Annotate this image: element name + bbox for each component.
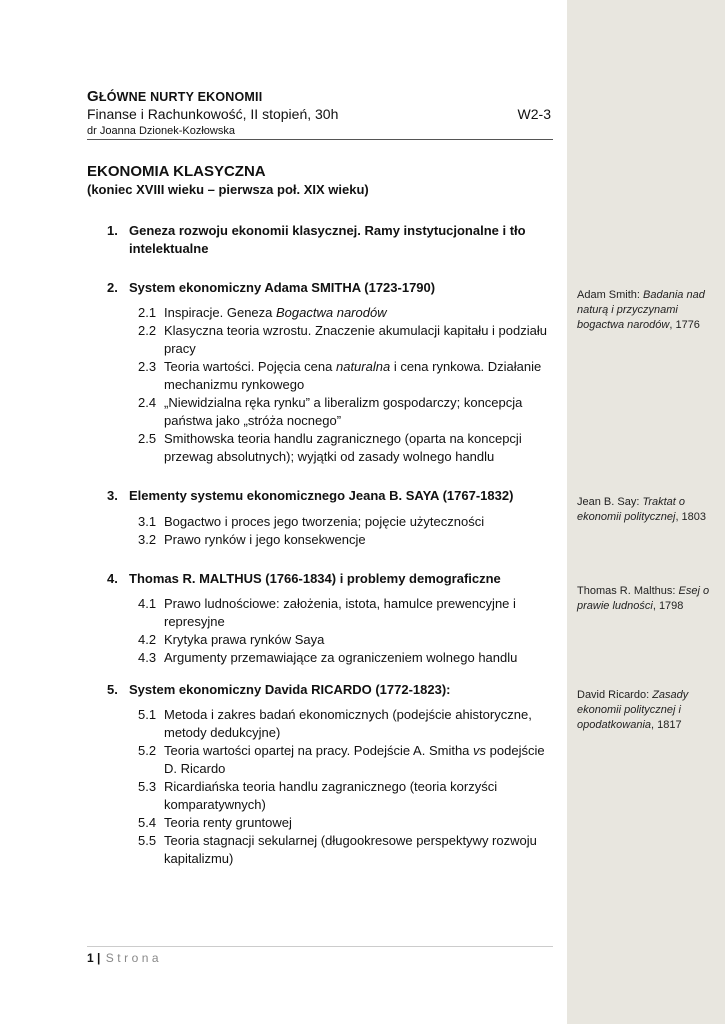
subtopic-text: „Niewidzialna ręka rynku” a liberalizm gospodarczy; koncepcja państwa jako „stróża nocnego” — [164, 395, 523, 428]
margin-note-smith — [577, 288, 717, 333]
subtopic-2-3 — [138, 358, 558, 394]
margin-note-ricardo — [577, 688, 717, 733]
subtopic-number: 2.1 — [138, 305, 157, 320]
subtopic-text-part: podejście D. Ricardo — [164, 743, 545, 776]
subtopic-text-part: Teoria wartości opartej na pracy. Podejście A. Smitha — [164, 743, 474, 758]
subtopic-text: Prawo rynków i jego konsekwencje — [164, 532, 366, 547]
subtopic-number: 5.4 — [138, 815, 157, 830]
subtopic-2-4 — [138, 394, 558, 430]
course-title-rest: ŁÓWNE NURTY EKONOMII — [98, 90, 263, 104]
page-label: Strona — [105, 951, 163, 965]
note-title: Zasady ekonomii politycznej i opodatkowania — [577, 689, 689, 731]
note-year: , 1803 — [675, 511, 707, 523]
note-title: Traktat o ekonomii politycznej — [577, 496, 686, 523]
topic-text: System ekonomiczny Adama SMITHA (1723-1790) — [129, 280, 436, 295]
subtopic-5-4 — [138, 814, 558, 832]
subtopic-number: 4.2 — [138, 632, 157, 647]
subtopic-number: 2.4 — [138, 395, 157, 410]
subtopic-text-part: i cena rynkowa. Działanie mechanizmu rynkowego — [164, 359, 542, 392]
subtopic-2-5 — [138, 430, 558, 466]
subtopic-3-2 — [138, 531, 558, 549]
note-title: Esej o prawie ludności — [577, 585, 710, 612]
topic-2 — [107, 279, 557, 297]
note-author: Thomas R. Malthus: — [577, 585, 679, 597]
subtopic-text-part: Teoria wartości. Pojęcia cena — [164, 359, 336, 374]
subtopic-number: 2.5 — [138, 431, 157, 446]
subtopic-number: 5.3 — [138, 779, 157, 794]
subtopic-2-1 — [138, 304, 558, 322]
subtopic-5-5 — [138, 832, 558, 868]
subtopic-2-2 — [138, 322, 558, 358]
subtopic-text: Smithowska teoria handlu zagranicznego (oparta na koncepcji przewag absolutnych); wyjątki od zasady wolnego handlu — [164, 431, 522, 464]
subtopic-number: 2.3 — [138, 359, 157, 374]
note-year: , 1798 — [652, 600, 684, 612]
margin-note-malthus — [577, 584, 717, 614]
footer-separator: | — [97, 951, 101, 965]
note-author: Adam Smith: — [577, 289, 644, 301]
topic-number: 2. — [107, 280, 118, 295]
note-year: , 1817 — [651, 719, 682, 731]
topic-text: Geneza rozwoju ekonomii klasycznej. Ramy instytucjonalne i tło intelektualne — [129, 223, 526, 256]
topic-number: 1. — [107, 223, 118, 238]
subtopic-number: 5.5 — [138, 833, 157, 848]
topic-5 — [107, 681, 557, 699]
course-name: Finanse i Rachunkowość, II stopień, 30h — [87, 106, 339, 122]
subtopic-text: Metoda i zakres badań ekonomicznych (podejście ahistoryczne, metody dedukcyjne) — [164, 707, 532, 740]
subtopic-4-3 — [138, 649, 558, 667]
subtopic-italic: Bogactwa narodów — [276, 305, 387, 320]
topic-text: Thomas R. MALTHUS (1766-1834) i problemy demograficzne — [129, 571, 501, 586]
page-footer — [87, 946, 553, 965]
subtopic-italic: naturalna — [335, 359, 391, 374]
page-number: 1 — [87, 951, 94, 965]
subtopic-text-part: Inspiracje. Geneza — [164, 305, 277, 320]
note-author: David Ricardo: — [577, 689, 653, 701]
subtopic-text: Bogactwo i proces jego tworzenia; pojęcie użyteczności — [164, 514, 485, 529]
subtopic-number: 4.3 — [138, 650, 157, 665]
subtopic-text: Teoria stagnacji sekularnej (długookresowe perspektywy rozwoju kapitalizmu) — [164, 833, 537, 866]
author: dr Joanna Dzionek-Kozłowska — [87, 125, 553, 140]
topic-4 — [107, 570, 557, 588]
subtopic-5-2 — [138, 742, 558, 778]
course-line — [87, 106, 553, 124]
course-title-initial: G — [87, 88, 99, 105]
topic-text: Elementy systemu ekonomicznego Jeana B. SAYA (1767-1832) — [129, 488, 514, 503]
note-title: Badania nad naturą i przyczynami bogactwa narodów — [577, 289, 705, 331]
topic-number: 5. — [107, 682, 118, 697]
subtopic-4-2 — [138, 631, 558, 649]
section-subtitle: (koniec XVIII wieku – pierwsza poł. XIX wieku) — [87, 182, 369, 197]
subtopic-text — [164, 742, 558, 778]
subtopic-text: Argumenty przemawiające za ograniczeniem wolnego handlu — [164, 650, 518, 665]
lecture-code: W2-3 — [517, 106, 551, 122]
note-author: Jean B. Say: — [577, 496, 643, 508]
topic-3 — [107, 487, 557, 505]
subtopic-number: 5.1 — [138, 707, 157, 722]
subtopic-text: Klasyczna teoria wzrostu. Znaczenie akumulacji kapitału i podziału pracy — [164, 323, 547, 356]
subtopic-text — [164, 304, 558, 322]
subtopic-number: 2.2 — [138, 323, 157, 338]
topic-number: 3. — [107, 488, 118, 503]
subtopic-3-1 — [138, 513, 558, 531]
subtopic-5-1 — [138, 706, 558, 742]
subtopic-text — [164, 358, 558, 394]
subtopic-text: Krytyka prawa rynków Saya — [164, 632, 325, 647]
subtopic-number: 3.2 — [138, 532, 157, 547]
subtopic-number: 5.2 — [138, 743, 157, 758]
note-year: , 1776 — [669, 319, 700, 331]
section-title: EKONOMIA KLASYCZNA — [87, 163, 266, 180]
subtopic-text: Prawo ludnościowe: założenia, istota, hamulce prewencyjne i represyjne — [164, 596, 516, 629]
course-title — [87, 88, 553, 105]
subtopic-5-3 — [138, 778, 558, 814]
subtopic-number: 4.1 — [138, 596, 157, 611]
subtopic-number: 3.1 — [138, 514, 157, 529]
topic-1 — [107, 222, 557, 258]
subtopic-text: Teoria renty gruntowej — [164, 815, 292, 830]
topic-number: 4. — [107, 571, 118, 586]
topic-text: System ekonomiczny Davida RICARDO (1772-1823): — [129, 682, 451, 697]
document-header — [87, 88, 553, 140]
margin-note-say — [577, 495, 717, 525]
subtopic-italic: vs — [473, 743, 487, 758]
subtopic-text: Ricardiańska teoria handlu zagranicznego (teoria korzyści komparatywnych) — [164, 779, 498, 812]
subtopic-4-1 — [138, 595, 558, 631]
